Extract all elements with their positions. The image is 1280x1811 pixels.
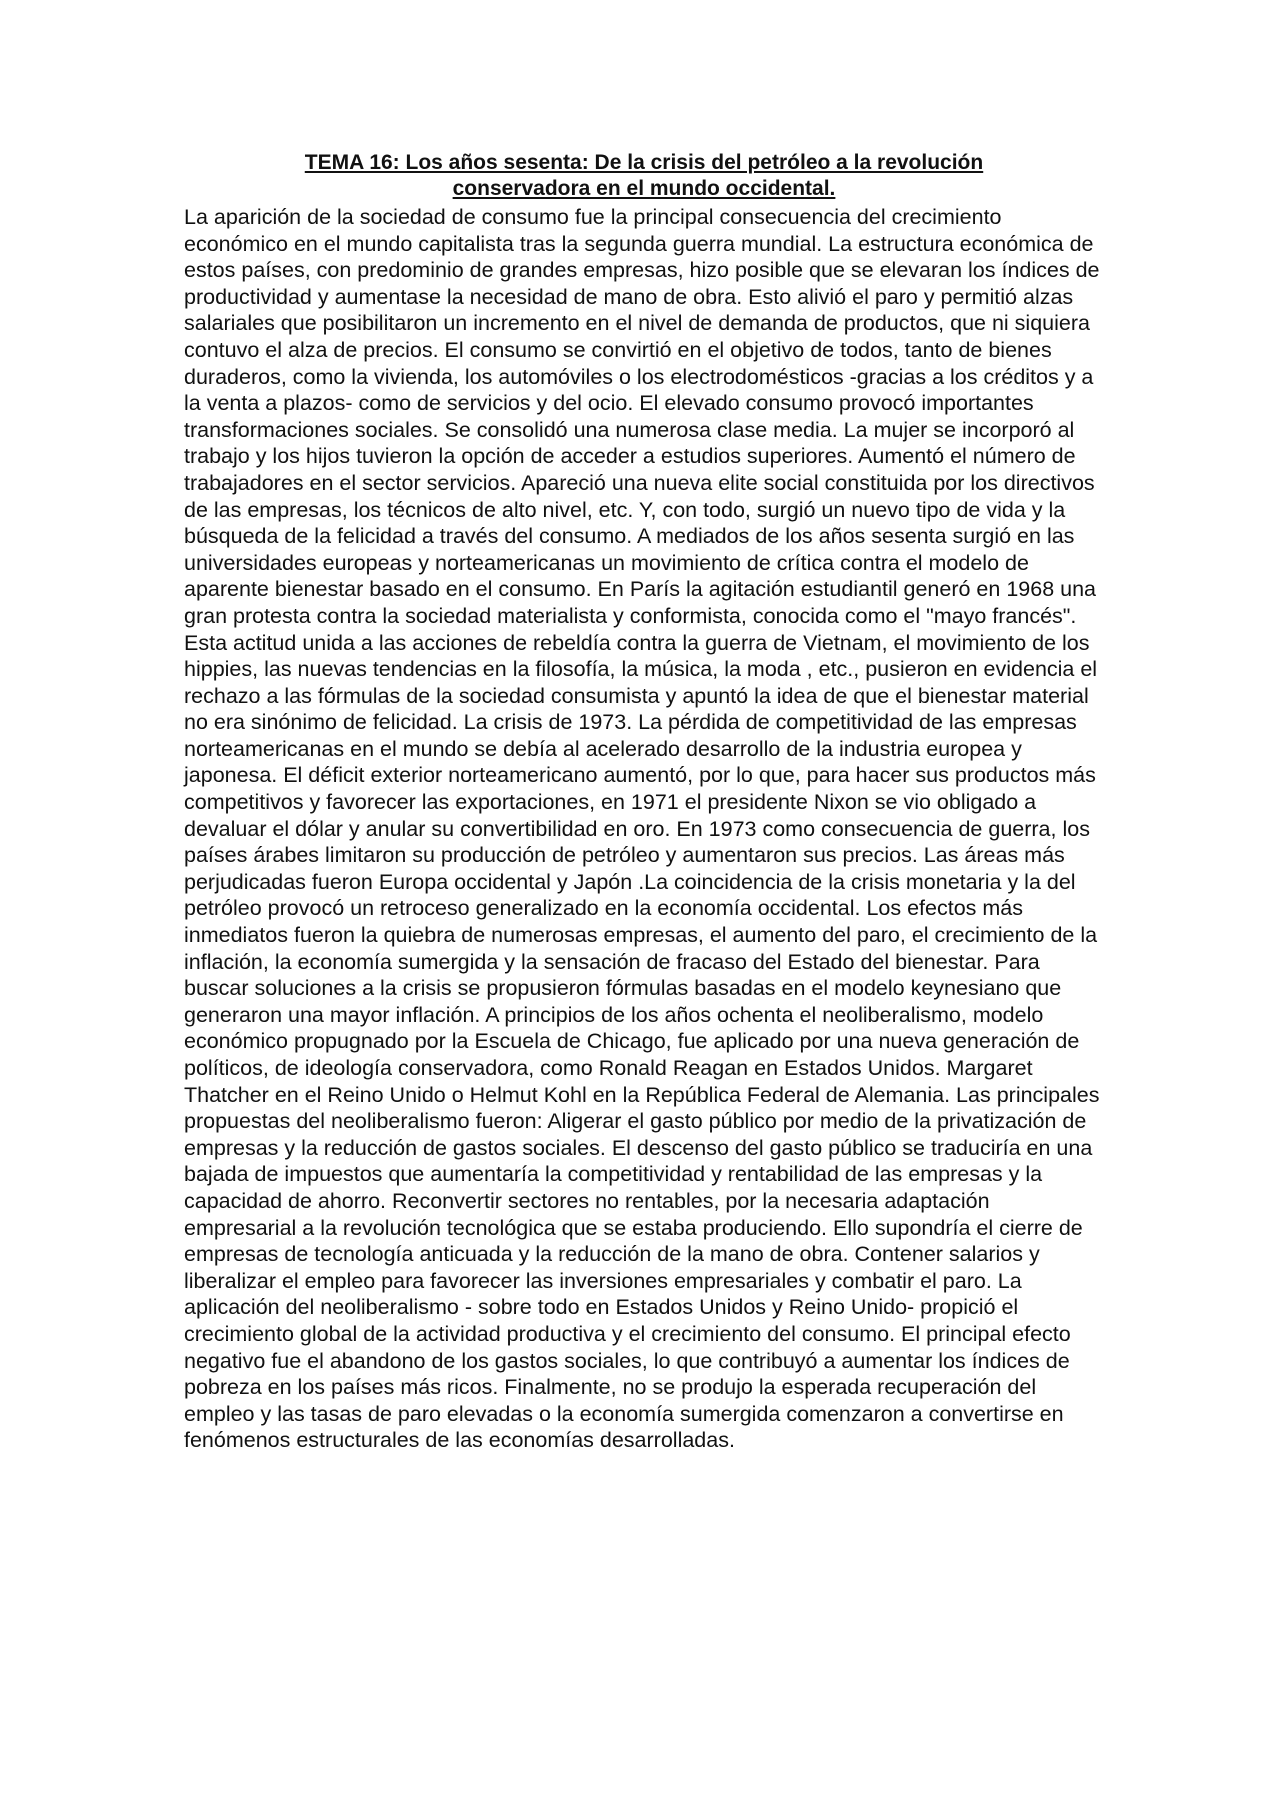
title-line-1: TEMA 16: Los años sesenta: De la crisis del petróleo a la revolución	[304, 151, 984, 174]
document-body: La aparición de la sociedad de consumo fue la principal consecuencia del crecimiento económico en el mundo capitalista tras la segunda guerra mundial. La estructura económica de estos países, con predominio de grandes empresas, hizo posible que se elevaran los índices de productividad y aumentase la necesidad de mano de obra. Esto alivió el paro y permitió alzas salariales que posibilitaron un incremento en el nivel de demanda de productos, que ni siquiera contuvo el alza de precios. El consumo se convirtió en el objetivo de todos, tanto de bienes duraderos, como la vivienda, los automóviles o los electrodomésticos -gracias a los créditos y a la venta a plazos- como de servicios y del ocio. El elevado consumo provocó importantes transformaciones sociales. Se consolidó una numerosa clase media. La mujer se incorporó al trabajo y los hijos tuvieron la opción de acceder a estudios superiores. Aumentó el número de trabajadores en el sector servicios. Apareció una nueva elite social constituida por los directivos de las empresas, los técnicos de alto nivel, etc. Y, con todo, surgió un nuevo tipo de vida y la búsqueda de la felicidad a través del consumo. A mediados de los años sesenta surgió en las universidades europeas y norteamericanas un movimiento de crítica contra el modelo de aparente bienestar basado en el consumo. En París la agitación estudiantil generó en 1968 una gran protesta contra la sociedad materialista y conformista, conocida como el "mayo francés". Esta actitud unida a las acciones de rebeldía contra la guerra de Vietnam, el movimiento de los hippies, las nuevas tendencias en la filosofía, la música, la moda , etc., pusieron en evidencia el rechazo a las fórmulas de la sociedad consumista y apuntó la idea de que el bienestar material no era sinónimo de felicidad. La crisis de 1973. La pérdida de competitividad de las empresas norteamericanas en el mundo se debía al acelerado desarrollo de la industria europea y japonesa. El déficit exterior norteamericano aumentó, por lo que, para hacer sus productos más competitivos y favorecer las exportaciones, en 1971 el presidente Nixon se vio obligado a devaluar el dólar y anular su convertibilidad en oro. En 1973 como consecuencia de guerra, los países árabes limitaron su producción de petróleo y aumentaron sus precios. Las áreas más perjudicadas fueron Europa occidental y Japón .La coincidencia de la crisis monetaria y la del petróleo provocó un retroceso generalizado en la economía occidental. Los efectos más inmediatos fueron la quiebra de numerosas empresas, el aumento del paro, el crecimiento de la inflación, la economía sumergida y la sensación de fracaso del Estado del bienestar. Para buscar soluciones a la crisis se propusieron fórmulas basadas en el modelo keynesiano que generaron una mayor inflación. A principios de los años ochenta el neoliberalismo, modelo económico propugnado por la Escuela de Chicago, fue aplicado por una nueva generación de políticos, de ideología conservadora, como Ronald Reagan en Estados Unidos. Margaret Thatcher en el Reino Unido o Helmut Kohl en la República Federal de Alemania. Las principales propuestas del neoliberalismo fueron: Aligerar el gasto público por medio de la privatización de empresas y la reducción de gastos sociales. El descenso del gasto público se traduciría en una bajada de impuestos que aumentaría la competitividad y rentabilidad de las empresas y la capacidad de ahorro. Reconvertir sectores no rentables, por la necesaria adaptación empresarial a la revolución tecnológica que se estaba produciendo. Ello supondría el cierre de empresas de tecnología anticuada y la reducción de la mano de obra. Contener salarios y liberalizar el empleo para favorecer las inversiones empresariales y combatir el paro. La aplicación del neoliberalismo - sobre todo en Estados Unidos y Reino Unido- propició el crecimiento global de la actividad productiva y el crecimiento del consumo. El principal efecto negativo fue el abandono de los gastos sociales, lo que contribuyó a aumentar los índices de pobreza en los países más ricos. Finalmente, no se produjo la esperada recuperación del empleo y las tasas de paro elevadas o la economía sumergida comenzaron a convertirse en fenómenos estructurales de las economías desarrolladas.	[184, 205, 1100, 1453]
document-title	[184, 150, 1104, 202]
title-line-2: conservadora en el mundo occidental.	[452, 177, 836, 200]
